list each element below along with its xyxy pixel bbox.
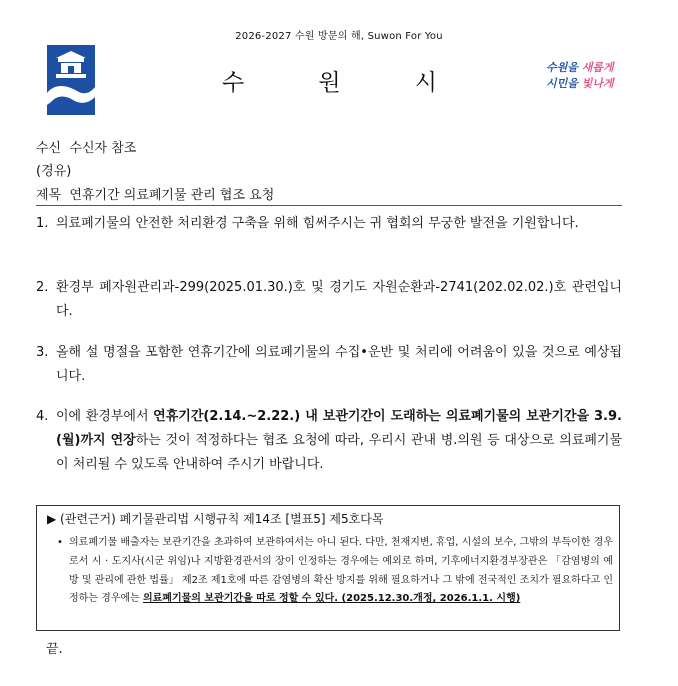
org-title-char: 원: [318, 70, 341, 96]
paragraph-text-part: 이에 환경부에서: [56, 409, 154, 424]
paragraph-3: [36, 341, 622, 389]
legal-basis-emphasis: 의료폐기물의 보관기간을 따로 정할 수 있다. (2025.12.30.개정, 2026.1.1. 시행): [142, 593, 521, 605]
header-slogan: 2026-2027 수원 방문의 해, Suwon For You: [235, 31, 443, 42]
legal-basis-text-part: 의료폐기물 배출자는 보관기간을 초과하여 보관하여서는 아니 된다. 다만, 천재지변, 휴업, 시설의 보수, 그밖의 부득이한 경우로서 시 · 도지사(시군 위임)나 지방환경관서의 장이 인정하는 경우에는 예외로 하며, 기후에너지환경부장관은 「감염병의 예방 및 관리에 관한 법률」 제2조 제1호에 따른 감염병의 확산 방지를 위해 필요하거나 그 밖에 전국적인 조치가 필요하다고 인정하는 경우에는: [69, 537, 613, 605]
tagline-text: 시민을: [546, 77, 582, 90]
legal-basis-body: [57, 534, 613, 609]
paragraph-text-part: 하는 것이 적정하다는 협조 요청에 따라, 우리시 관내 병.의원 등 대상으로 의료폐기물이 처리될 수 있도록 안내하여 주시기 바랍니다.: [56, 433, 622, 472]
org-title-char: 수: [222, 70, 245, 96]
bullet-icon: •: [57, 537, 63, 548]
subject-label: 제목: [36, 188, 62, 203]
paragraph-number: 1.: [36, 216, 49, 231]
legal-basis-text: [69, 534, 613, 609]
legal-basis-box: [36, 505, 620, 631]
recipient-label: 수신: [36, 141, 62, 156]
paragraph-text: 의료폐기물의 안전한 처리환경 구축을 위해 힘써주시는 귀 협회의 무궁한 발전을 기원합니다.: [56, 216, 579, 231]
recipient-line: [36, 137, 136, 156]
paragraph-2: [36, 276, 622, 324]
subject-value: 연휴기간 의료폐기물 관리 협조 요청: [69, 188, 275, 203]
tagline-highlight: 새롭게: [581, 61, 614, 74]
paragraph-1: [36, 212, 622, 236]
subject-divider: [36, 205, 622, 206]
city-tagline: [546, 60, 636, 92]
recipient-value: 수신자 참조: [69, 141, 137, 156]
via-line: (경유): [36, 164, 72, 179]
paragraph-number: 3.: [36, 345, 49, 360]
paragraph-4: [36, 405, 622, 477]
suwon-logo-icon: [47, 45, 95, 115]
paragraph-text: [56, 405, 622, 477]
paragraph-text: 올해 설 명절을 포함한 연휴기간에 의료폐기물의 수집•운반 및 처리에 어려움이 있을 것으로 예상됩니다.: [56, 345, 622, 384]
closing-mark: 끝.: [46, 642, 63, 657]
subject-line: [36, 184, 274, 203]
paragraph-emphasis: 연휴기간(2.14.~2.22.) 내 보관기간이 도래하는 의료폐기물의 보관기간을 3.9.(월)까지 연장: [56, 409, 622, 448]
tagline-highlight: 빛나게: [581, 77, 614, 90]
paragraph-number: 4.: [36, 409, 49, 424]
tagline-text: 수원을: [546, 61, 582, 74]
org-title-char: 시: [414, 70, 437, 96]
org-title: [222, 64, 437, 97]
legal-basis-title: ▶ (관련근거) 폐기물관리법 시행규칙 제14조 [별표5] 제5호다목: [47, 512, 384, 526]
paragraph-number: 2.: [36, 280, 49, 295]
paragraph-text: 환경부 폐자원관리과-299(2025.01.30.)호 및 경기도 자원순환과-2741(202.02.02.)호 관련입니다.: [56, 280, 622, 319]
